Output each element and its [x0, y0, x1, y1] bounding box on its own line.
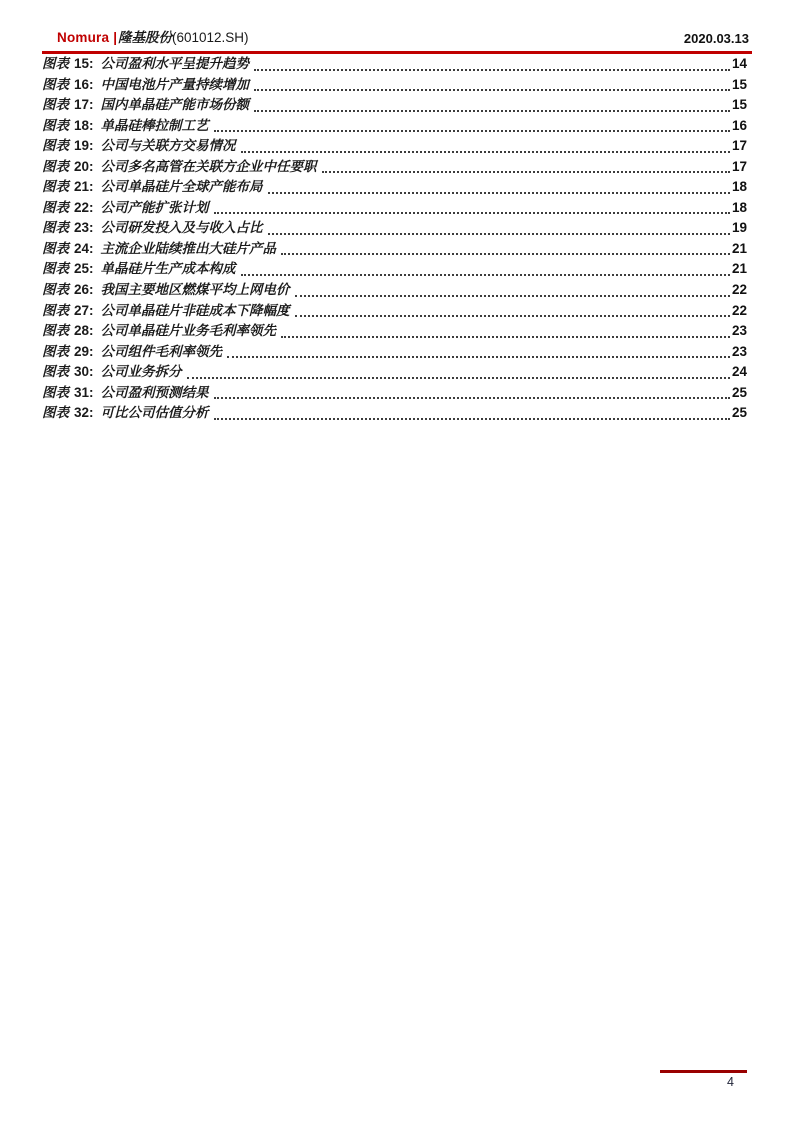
toc-dotted-leader	[252, 54, 730, 75]
toc-entry-title: 公司与关联方交易情况	[100, 138, 236, 154]
toc-entry-figure-label: 图表	[42, 199, 69, 215]
toc-entry-page: 23	[731, 343, 747, 359]
page-number: 4	[727, 1075, 734, 1089]
toc-dotted-leader	[266, 218, 730, 239]
toc-entry-figure-label: 图表	[42, 220, 69, 236]
toc-entry-figure-number: 27:	[74, 302, 94, 318]
toc-entry-figure-label: 图表	[42, 56, 69, 71]
toc-entry-figure-number: 29:	[74, 343, 94, 359]
toc-entry[interactable]	[42, 136, 747, 157]
toc-dotted-leader	[320, 157, 730, 178]
toc-entry-title: 公司盈利预测结果	[100, 384, 209, 400]
toc-dotted-leader	[279, 321, 730, 342]
toc-entry-figure-number: 15:	[74, 56, 94, 71]
toc-entry-page: 17	[731, 138, 747, 154]
toc-entry[interactable]	[42, 157, 747, 178]
toc-entry-page: 14	[731, 56, 747, 71]
toc-entry-title: 公司单晶硅片业务毛利率领先	[100, 323, 277, 339]
toc-entry-figure-label: 图表	[42, 179, 69, 195]
security-name: 隆基股份	[118, 30, 172, 45]
toc-entry[interactable]	[42, 95, 747, 116]
toc-entry-figure-number: 24:	[74, 240, 94, 256]
toc-entry-title: 主流企业陆续推出大硅片产品	[100, 240, 277, 256]
toc-entry-figure-number: 19:	[74, 138, 94, 154]
toc-entry-figure-number: 20:	[74, 158, 94, 174]
brand-logo-text: Nomura	[57, 30, 110, 45]
toc-entry-figure-number: 30:	[74, 364, 94, 380]
toc-entry-figure-label: 图表	[42, 240, 69, 256]
toc-entry-title: 公司业务拆分	[100, 364, 182, 380]
toc-entry-page: 22	[731, 282, 747, 298]
toc-entry-figure-label: 图表	[42, 384, 69, 400]
toc-entry-figure-number: 25:	[74, 261, 94, 277]
toc-entry-title: 公司多名高管在关联方企业中任要职	[100, 158, 317, 174]
toc-entry-figure-number: 26:	[74, 282, 94, 298]
toc-entry-page: 18	[731, 199, 747, 215]
toc-entry[interactable]	[42, 403, 747, 424]
toc-entry-figure-label: 图表	[42, 158, 69, 174]
toc-entry-page: 24	[731, 364, 747, 380]
toc-entry-figure-number: 21:	[74, 179, 94, 195]
toc-entry-figure-number: 22:	[74, 199, 94, 215]
toc-entry[interactable]	[42, 218, 747, 239]
toc-entry[interactable]	[42, 239, 747, 260]
toc-entry-figure-number: 23:	[74, 220, 94, 236]
toc-dotted-leader	[212, 116, 730, 137]
toc-entry[interactable]	[42, 342, 747, 363]
toc-entry-page: 19	[731, 220, 747, 236]
toc-entry-title: 公司组件毛利率领先	[100, 343, 223, 359]
toc-dotted-leader	[239, 259, 730, 280]
toc-entry[interactable]	[42, 198, 747, 219]
toc-entry-title: 可比公司估值分析	[100, 405, 209, 421]
toc-entry-page: 22	[731, 302, 747, 318]
toc-entry-figure-number: 31:	[74, 384, 94, 400]
page-header	[42, 26, 752, 54]
toc-entry-figure-label: 图表	[42, 97, 69, 113]
toc-entry-figure-label: 图表	[42, 364, 69, 380]
toc-dotted-leader	[212, 198, 730, 219]
toc-entry[interactable]	[42, 280, 747, 301]
toc-dotted-leader	[239, 136, 730, 157]
security-code: (601012.SH)	[172, 30, 249, 45]
toc-entry-title: 公司盈利水平呈提升趋势	[100, 56, 250, 71]
toc-entry-title: 公司产能扩张计划	[100, 199, 209, 215]
toc-entry-title: 公司单晶硅片全球产能布局	[100, 179, 263, 195]
toc-dotted-leader	[225, 342, 730, 363]
toc-entry-title: 我国主要地区燃煤平均上网电价	[100, 282, 290, 298]
toc-entry-title: 单晶硅片生产成本构成	[100, 261, 236, 277]
toc-entry[interactable]	[42, 116, 747, 137]
toc-entry-page: 25	[731, 384, 747, 400]
toc-entry-page: 18	[731, 179, 747, 195]
toc-dotted-leader	[252, 75, 730, 96]
toc-entry-figure-label: 图表	[42, 343, 69, 359]
toc-entry-figure-label: 图表	[42, 302, 69, 318]
toc-entry[interactable]	[42, 301, 747, 322]
toc-entry-page: 17	[731, 158, 747, 174]
toc-entry-page: 15	[731, 97, 747, 113]
toc-entry[interactable]	[42, 259, 747, 280]
toc-entry[interactable]	[42, 321, 747, 342]
toc-entry-title: 公司单晶硅片非硅成本下降幅度	[100, 302, 290, 318]
toc-entry-figure-number: 17:	[74, 97, 94, 113]
toc-entry-figure-label: 图表	[42, 138, 69, 154]
toc-entry-title: 中国电池片产量持续增加	[100, 76, 250, 92]
toc-entry-figure-number: 28:	[74, 323, 94, 339]
toc-entry-page: 15	[731, 76, 747, 92]
figure-toc-list	[42, 54, 747, 424]
toc-entry[interactable]	[42, 75, 747, 96]
toc-dotted-leader	[185, 362, 730, 383]
toc-entry-figure-label: 图表	[42, 261, 69, 277]
toc-entry-title: 单晶硅棒拉制工艺	[100, 117, 209, 133]
toc-entry-figure-label: 图表	[42, 405, 69, 421]
toc-dotted-leader	[293, 280, 730, 301]
toc-entry-figure-label: 图表	[42, 282, 69, 298]
toc-entry-figure-label: 图表	[42, 323, 69, 339]
toc-entry[interactable]	[42, 54, 747, 75]
toc-entry[interactable]	[42, 362, 747, 383]
toc-dotted-leader	[293, 301, 730, 322]
toc-entry-figure-number: 16:	[74, 76, 94, 92]
toc-dotted-leader	[212, 403, 730, 424]
toc-entry-page: 21	[731, 261, 747, 277]
report-date: 2020.03.13	[683, 31, 749, 46]
toc-entry-title: 国内单晶硅产能市场份额	[100, 97, 250, 113]
toc-dotted-leader	[266, 177, 730, 198]
toc-entry-page: 25	[731, 405, 747, 421]
toc-entry-page: 21	[731, 240, 747, 256]
toc-entry-title: 公司研发投入及与收入占比	[100, 220, 263, 236]
toc-entry[interactable]	[42, 383, 747, 404]
toc-entry-figure-label: 图表	[42, 117, 69, 133]
toc-dotted-leader	[252, 95, 730, 116]
toc-entry-figure-number: 32:	[74, 405, 94, 421]
header-separator: |	[113, 30, 117, 45]
header-brand-block	[42, 26, 249, 46]
toc-entry[interactable]	[42, 177, 747, 198]
toc-dotted-leader	[212, 383, 730, 404]
toc-entry-page: 23	[731, 323, 747, 339]
toc-entry-figure-number: 18:	[74, 117, 94, 133]
toc-entry-page: 16	[731, 117, 747, 133]
toc-dotted-leader	[279, 239, 730, 260]
footer-rule	[660, 1070, 747, 1073]
toc-entry-figure-label: 图表	[42, 76, 69, 92]
